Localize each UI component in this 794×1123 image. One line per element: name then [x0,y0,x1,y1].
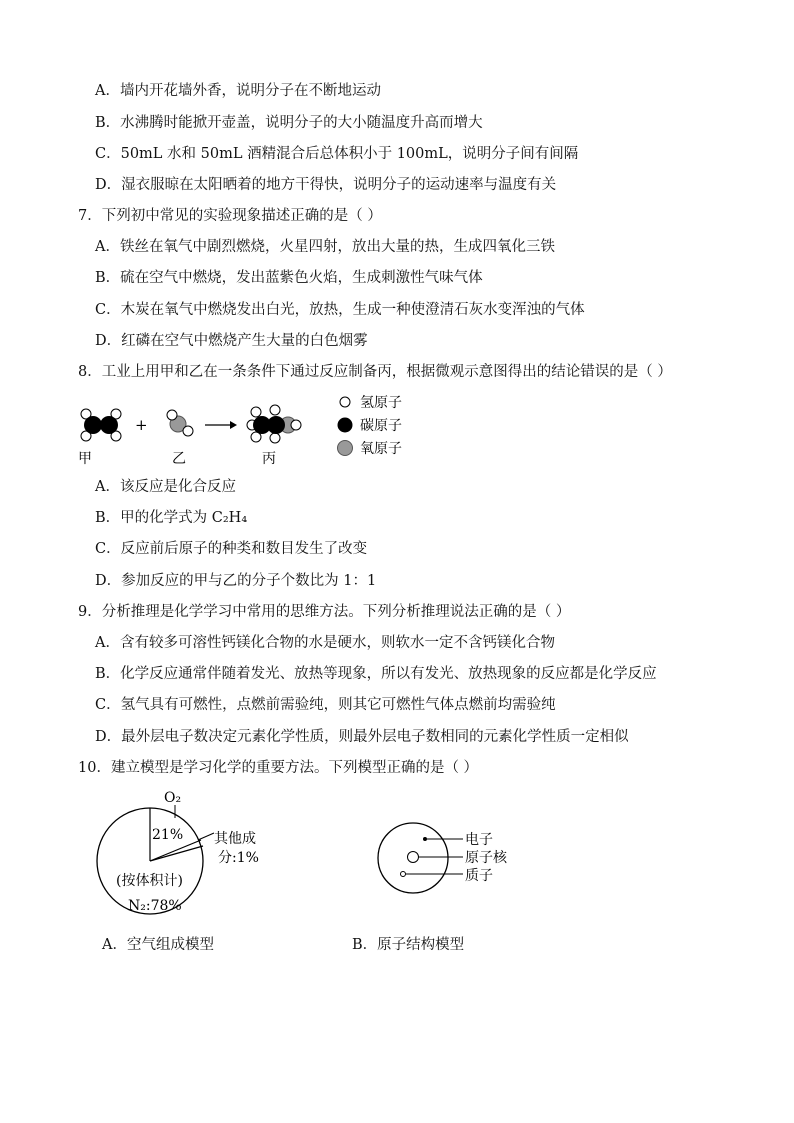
q7-option-a: A．铁丝在氧气中剧烈燃烧，火星四射，放出大量的热，生成四氧化三铁 [95,239,555,255]
legend-hydrogen: 氢原子 [360,395,402,411]
atom-legend [338,395,403,457]
q8-option-c: C．反应前后原子的种类和数目发生了改变 [95,541,368,557]
legend-oxygen: 氧原子 [360,441,402,457]
electron-label: 电子 [465,832,493,848]
reaction-arrow [205,421,237,429]
q8-option-a: A．该反应是化合反应 [95,479,236,495]
q8-stem: 8．工业上用甲和乙在一条条件下通过反应制备丙，根据微观示意图得出的结论错误的是（ ） [78,364,672,380]
q6-option-b: B．水沸腾时能掀开壶盖，说明分子的大小随温度升高而增大 [95,115,483,131]
q6-option-c: C．50mL 水和 50mL 酒精混合后总体积小于 100mL，说明分子间有间隔 [95,146,579,162]
volume-basis: (按体积计) [116,873,183,889]
q8-option-b: B．甲的化学式为 C₂H₄ [95,510,248,526]
label-yi: 乙 [172,451,186,467]
plus-sign: + [135,416,148,434]
other-label-line2: 分:1% [218,850,259,866]
q10-stem: 10．建立模型是学习化学的重要方法。下列模型正确的是（ ） [78,760,479,776]
legend-carbon: 碳原子 [360,418,402,434]
n2-label: N₂:78% [128,898,182,914]
q6-option-d: D．湿衣服晾在太阳晒着的地方干得快，说明分子的运动速率与温度有关 [95,177,557,193]
atom-model-caption: B．原子结构模型 [352,937,465,953]
q9-stem: 9．分析推理是化学学习中常用的思维方法。下列分析推理说法正确的是（ ） [78,604,571,620]
q9-option-b: B．化学反应通常伴随着发光、放热等现象，所以有发光、放热现象的反应都是化学反应 [95,666,657,682]
q8-option-d: D．参加反应的甲与乙的分子个数比为 1：1 [95,573,377,589]
molecule-jia [81,409,121,441]
atom-structure-model [375,820,535,900]
q6-option-a: A．墙内开花墙外香，说明分子在不断地运动 [95,83,381,99]
q9-option-a: A．含有较多可溶性钙镁化合物的水是硬水，则软水一定不含钙镁化合物 [95,635,555,651]
nucleus-label: 原子核 [465,850,507,866]
q8-reaction-diagram [70,388,430,468]
q9-option-d: D．最外层电子数决定元素化学性质，则最外层电子数相同的元素化学性质一定相似 [95,729,629,745]
other-label-line1: 其他成 [214,831,256,847]
air-model-caption: A．空气组成模型 [102,937,214,953]
o2-percent: 21% [152,827,184,843]
q7-stem: 7．下列初中常见的实验现象描述正确的是（ ） [78,208,382,224]
q9-option-c: C．氢气具有可燃性，点燃前需验纯，则其它可燃性气体点燃前均需验纯 [95,697,556,713]
label-bing: 丙 [262,451,276,467]
q7-option-b: B．硫在空气中燃烧，发出蓝紫色火焰，生成刺激性气味气体 [95,270,483,286]
o2-label: O₂ [164,790,182,806]
air-composition-model [90,785,280,920]
molecule-yi [167,410,193,436]
molecule-bing [247,405,301,443]
proton-label: 质子 [465,868,493,884]
label-jia: 甲 [78,451,92,467]
q7-option-c: C．木炭在氧气中燃烧发出白光，放热，生成一种使澄清石灰水变浑浊的气体 [95,302,585,318]
q7-option-d: D．红磷在空气中燃烧产生大量的白色烟雾 [95,333,368,349]
